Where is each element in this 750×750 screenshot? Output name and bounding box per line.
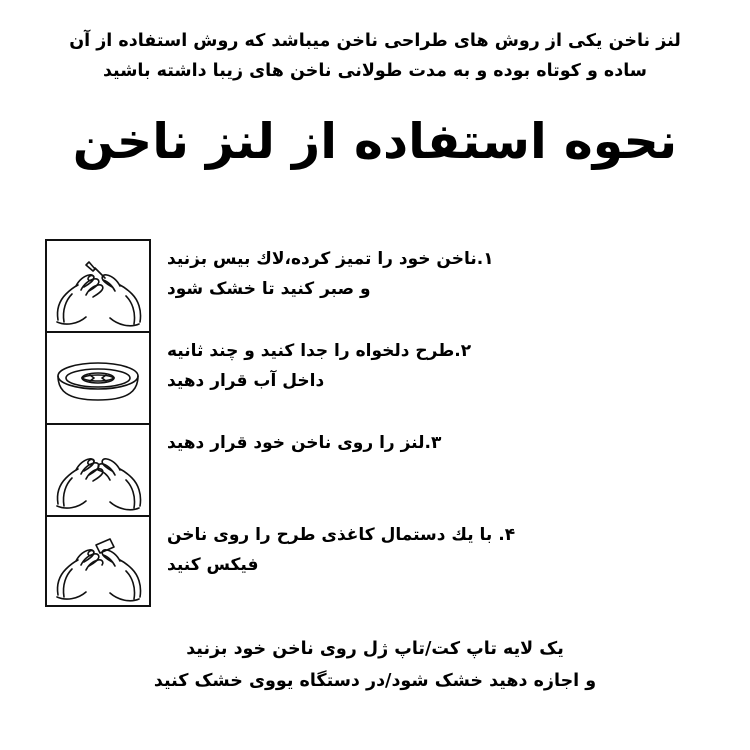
bowl-of-water-with-lens-icon xyxy=(45,331,151,423)
steps-list xyxy=(45,239,705,607)
footer-line-1: یک لایه تاپ کت/تاپ ژل روی ناخن خود بزنید xyxy=(186,638,564,659)
page-title xyxy=(25,112,725,172)
list-item xyxy=(45,423,705,515)
page-title-line-1: نحوه استفاده از لنز ناخن xyxy=(72,113,678,171)
step-2-line-2: داخل آب قرار دهید xyxy=(167,370,325,391)
step-4-text xyxy=(151,515,705,581)
intro-paragraph xyxy=(45,26,705,86)
step-1-text xyxy=(151,239,705,305)
list-item xyxy=(45,515,705,607)
step-4-line-2: فیکس کنید xyxy=(167,554,259,575)
footer-line-2: و اجازه دهید خشک شود/در دستگاه یووی خشک کنید xyxy=(153,671,597,692)
list-item xyxy=(45,331,705,423)
intro-line-1: لنز ناخن یکی از روش های طراحی ناخن میباشد که روش استفاده از آن xyxy=(69,31,681,51)
step-2-line-1: ۲.طرح دلخواه را جدا کنید و چند ثانیه xyxy=(167,340,472,361)
step-3-line-1: ۳.لنز را روی ناخن خود قرار دهید xyxy=(167,432,442,453)
step-2-text xyxy=(151,331,705,397)
hands-placing-lens-icon xyxy=(45,423,151,515)
step-4-line-1: ۴. با یك دستمال کاغذی طرح را روی ناخن xyxy=(167,524,516,545)
step-1-line-2: و صبر کنید تا خشک شود xyxy=(167,278,371,299)
step-3-text xyxy=(151,423,705,459)
intro-line-2: ساده و کوتاه بوده و به مدت طولانی ناخن های زیبا داشته باشید xyxy=(102,61,648,82)
footer-instructions xyxy=(45,633,705,698)
hands-pressing-tissue-icon xyxy=(45,515,151,607)
hands-applying-base-coat-icon xyxy=(45,239,151,331)
step-1-line-1: ۱.ناخن خود را تمیز کرده،لاك بیس بزنید xyxy=(167,248,494,269)
list-item xyxy=(45,239,705,331)
